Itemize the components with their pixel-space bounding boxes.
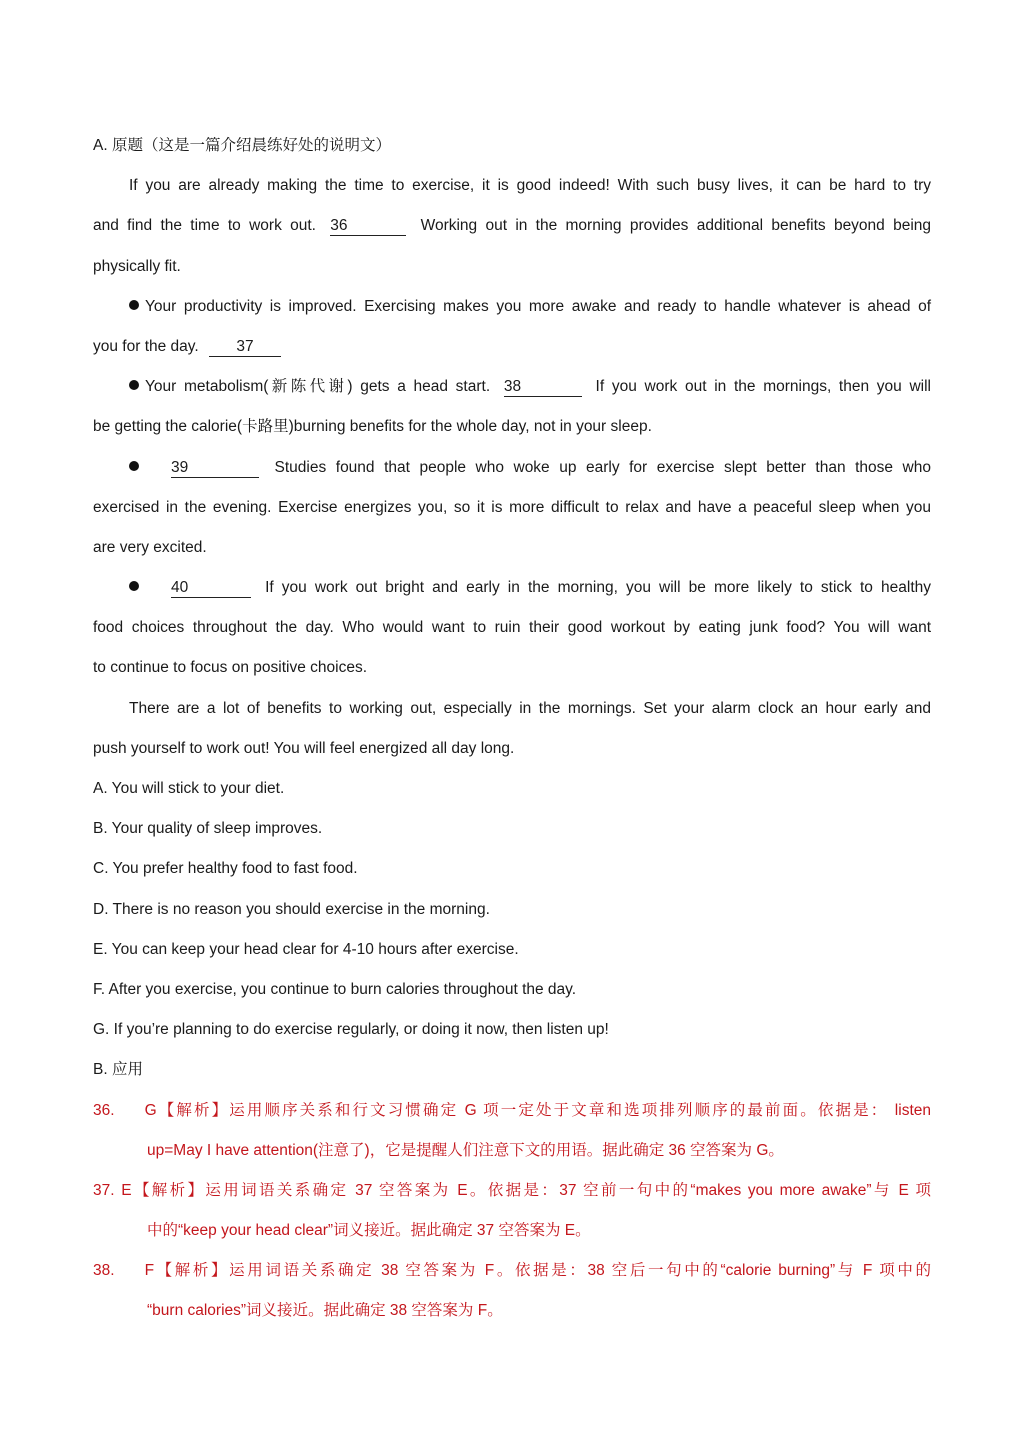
answer-36-line: up=May I have attention(注意了)，它是提醒人们注意下文的用语。据此确定 36 空答案为 G。 <box>147 1141 784 1159</box>
blank-40: 40 <box>171 579 251 598</box>
section-b-heading: B. 应用 <box>93 1061 143 1079</box>
option-a: A. You will stick to your diet. <box>93 780 285 797</box>
blank-38: 38 <box>504 378 582 397</box>
option-f: F. After you exercise, you continue to burn calories throughout the day. <box>93 980 577 998</box>
option-g: G. If you’re planning to do exercise regularly, or doing it now, then listen up! <box>93 1021 609 1039</box>
passage-line: are very excited. <box>93 538 207 556</box>
answer-38-line: “burn calories”词义接近。据此确定 38 空答案为 F。 <box>147 1302 503 1320</box>
passage-line <box>93 206 931 246</box>
passage-text: If you work out in the mornings, then you will <box>595 378 932 396</box>
passage-line: to continue to focus on positive choices. <box>93 659 367 677</box>
blank-36: 36 <box>330 217 406 236</box>
passage-text: Studies found that people who woke up early for exercise slept better than those who <box>274 458 931 476</box>
bullet-icon <box>129 380 139 390</box>
answer-36-line <box>93 1091 931 1131</box>
option-b: B. Your quality of sleep improves. <box>93 820 323 838</box>
passage-text: Your metabolism(新陈代谢) gets a head start. <box>145 378 491 396</box>
answer-text: F【解析】运用词语关系确定 38 空答案为 F。依据是：38 空后一句中的“calorie burning”与 F 项中的 <box>144 1262 931 1280</box>
passage-text: If you work out bright and early in the morning, you will be more likely to stick to healthy <box>265 579 931 597</box>
option-d: D. There is no reason you should exercise in the morning. <box>93 900 490 918</box>
passage-line: push yourself to work out! You will feel energized all day long. <box>93 739 515 757</box>
passage-line: If you are already making the time to exercise, it is good indeed! With such busy lives, it can be hard to try <box>129 177 931 195</box>
answer-number: 36. <box>93 1101 115 1119</box>
document-page <box>93 126 931 1332</box>
bullet-icon <box>129 581 139 591</box>
passage-line: physically fit. <box>93 257 181 275</box>
bullet-line <box>93 287 931 327</box>
option-e: E. You can keep your head clear for 4-10 hours after exercise. <box>93 940 519 958</box>
option-c: C. You prefer healthy food to fast food. <box>93 860 358 878</box>
passage-text: you for the day. <box>93 337 199 355</box>
passage-line: food choices throughout the day. Who would want to ruin their good workout by eating junk food? You will want <box>93 619 931 637</box>
passage-text: Working out in the morning provides additional benefits beyond being <box>420 217 932 235</box>
passage-text: and find the time to work out. <box>93 217 316 235</box>
passage-line: be getting the calorie(卡路里)burning benefits for the whole day, not in your sleep. <box>93 418 652 436</box>
answer-number: 38. <box>93 1262 115 1280</box>
blank-37: 37 <box>209 338 281 357</box>
bullet-icon <box>129 461 139 471</box>
blank-39: 39 <box>171 459 259 478</box>
answer-38-line <box>93 1251 931 1291</box>
section-a-heading: A. 原题（这是一篇介绍晨练好处的说明文） <box>93 137 391 154</box>
answer-text: G【解析】运用顺序关系和行文习惯确定 G 项一定处于文章和选项排列顺序的最前面。依据是： listen <box>144 1101 931 1119</box>
answer-37-line: 37. E【解析】运用词语关系确定 37 空答案为 E。依据是：37 空前一句中的“makes you more awake”与 E 项 <box>93 1181 931 1199</box>
bullet-icon <box>129 300 139 310</box>
passage-text: Your productivity is improved. Exercising makes you more awake and ready to handle whatever is ahead of <box>145 297 931 315</box>
passage-line: exercised in the evening. Exercise energizes you, so it is more difficult to relax and have a peaceful sleep when you <box>93 498 931 516</box>
passage-line <box>93 327 931 367</box>
passage-line: There are a lot of benefits to working out, especially in the mornings. Set your alarm clock an hour early and <box>129 699 931 717</box>
bullet-line <box>93 367 931 407</box>
bullet-line <box>93 568 931 608</box>
answer-37-line: 中的“keep your head clear”词义接近。据此确定 37 空答案为 E。 <box>147 1222 591 1240</box>
bullet-line <box>93 448 931 488</box>
